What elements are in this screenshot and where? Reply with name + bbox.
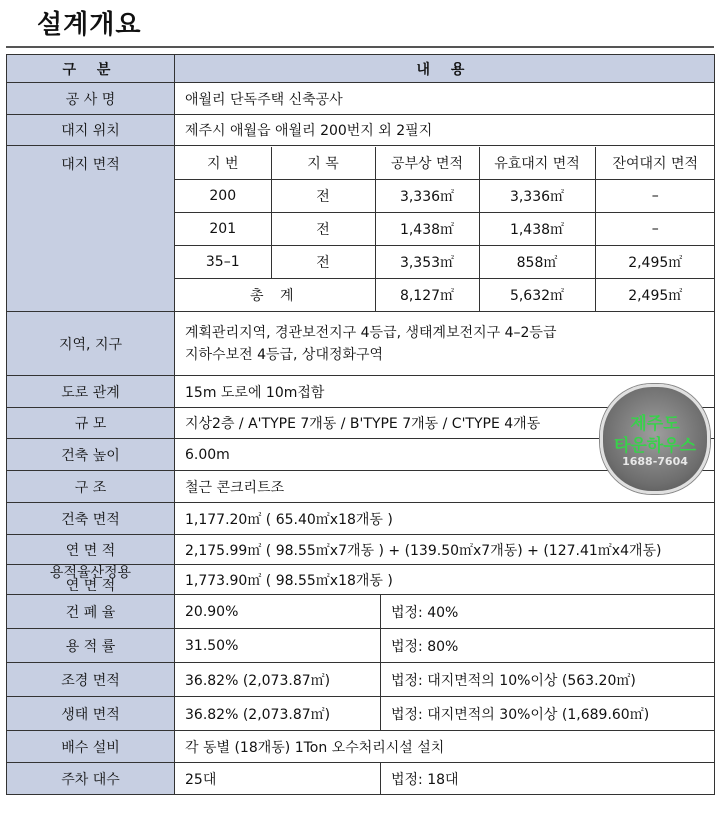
row-label: 도로 관계: [7, 376, 175, 408]
page-title: 설계개요: [37, 10, 142, 40]
zoning-line: 지하수보전 4등급, 상대정화구역: [185, 346, 384, 363]
building-height: 6.00m: [175, 439, 715, 471]
total-floor-area: 2,175.99㎡ ( 98.55㎡x7개동 ) + (139.50㎡x7개동) + (127.41㎡x4개동): [175, 535, 715, 565]
site-area-cell: [175, 146, 715, 312]
total-label: 총 계: [175, 278, 375, 311]
table-row: [7, 312, 715, 376]
table-row: [7, 376, 715, 408]
drainage-facility: 각 동별 (18개동) 1Ton 오수처리시설 설치: [175, 731, 715, 763]
row-label: 주차 대수: [7, 763, 175, 795]
column-header: 지 번: [175, 147, 271, 180]
row-label: 대지 위치: [7, 115, 175, 146]
ecological-legal: 법정: 대지면적의 30%이상 (1,689.60㎡): [381, 697, 715, 731]
table-row: [7, 663, 715, 697]
land-category: 전: [271, 179, 375, 212]
registered-area: 3,353㎡: [375, 245, 479, 278]
coverage-legal: 법정: 40%: [381, 595, 715, 629]
total-effective-area: 5,632㎡: [479, 278, 595, 311]
effective-area: 1,438㎡: [479, 212, 595, 245]
header-category: 구 분: [7, 55, 175, 83]
project-name: 애월리 단독주택 신축공사: [175, 83, 715, 115]
row-label: 구 조: [7, 471, 175, 503]
table-header-row: [7, 55, 715, 83]
table-row: [7, 535, 715, 565]
row-label: 공 사 명: [7, 83, 175, 115]
table-row: [7, 697, 715, 731]
table-row: [7, 471, 715, 503]
total-remaining-area: 2,495㎡: [595, 278, 715, 311]
column-header: 지 목: [271, 147, 375, 180]
building-scale: 지상2층 / A'TYPE 7개동 / B'TYPE 7개동 / C'TYPE 4개동: [175, 408, 715, 439]
lot-row: [175, 179, 715, 212]
lot-number: 201: [175, 212, 271, 245]
remaining-area: 2,495㎡: [595, 245, 715, 278]
effective-area: 3,336㎡: [479, 179, 595, 212]
row-label: 지역, 지구: [7, 312, 175, 376]
zoning-line: 계획관리지역, 경관보전지구 4등급, 생태계보전지구 4–2등급: [185, 324, 557, 341]
row-label: [7, 565, 175, 595]
table-row: [7, 503, 715, 535]
row-label: 대지 면적: [7, 146, 175, 312]
header-content: 내 용: [175, 55, 715, 83]
total-row: [175, 278, 715, 311]
table-row: [7, 731, 715, 763]
registered-area: 3,336㎡: [375, 179, 479, 212]
coverage-ratio: 20.90%: [175, 595, 381, 629]
row-label: 연 면 적: [7, 535, 175, 565]
table-row: [7, 115, 715, 146]
watermark-line: 타운하우스: [613, 436, 697, 456]
registered-area: 1,438㎡: [375, 212, 479, 245]
land-category: 전: [271, 245, 375, 278]
row-label: 배수 설비: [7, 731, 175, 763]
lot-number: 35–1: [175, 245, 271, 278]
row-label: 조경 면적: [7, 663, 175, 697]
row-label: 건축 높이: [7, 439, 175, 471]
remaining-area: –: [595, 212, 715, 245]
table-row: [7, 763, 715, 795]
row-label: 규 모: [7, 408, 175, 439]
row-label: 생태 면적: [7, 697, 175, 731]
row-label: 건축 면적: [7, 503, 175, 535]
title-divider: [6, 46, 714, 48]
row-label-line: 용적율산정용: [49, 564, 132, 581]
landscape-legal: 법정: 대지면적의 10%이상 (563.20㎡): [381, 663, 715, 697]
building-area: 1,177.20㎡ ( 65.40㎡x18개동 ): [175, 503, 715, 535]
lot-row: [175, 212, 715, 245]
road-access: 15m 도로에 10m접함: [175, 376, 715, 408]
land-category: 전: [271, 212, 375, 245]
watermark-line: 제주도: [630, 414, 680, 434]
column-header: 공부상 면적: [375, 147, 479, 180]
total-registered-area: 8,127㎡: [375, 278, 479, 311]
site-location: 제주시 애월읍 애월리 200번지 외 2필지: [175, 115, 715, 146]
site-area-table: [175, 147, 715, 311]
parking-legal: 법정: 18대: [381, 763, 715, 795]
floor-area-ratio: 31.50%: [175, 629, 381, 663]
lot-number: 200: [175, 179, 271, 212]
table-row: [7, 595, 715, 629]
table-row: [7, 146, 715, 312]
far-floor-area: 1,773.90㎡ ( 98.55㎡x18개동 ): [175, 565, 715, 595]
ecological-area: 36.82% (2,073.87㎡): [175, 697, 381, 731]
landscape-area: 36.82% (2,073.87㎡): [175, 663, 381, 697]
far-legal: 법정: 80%: [381, 629, 715, 663]
watermark-logo: [600, 384, 710, 494]
table-row: [7, 565, 715, 595]
site-area-header-row: [175, 147, 715, 180]
lot-row: [175, 245, 715, 278]
row-label-line: 연 면 적: [65, 577, 116, 594]
table-row: [7, 83, 715, 115]
remaining-area: –: [595, 179, 715, 212]
structure-type: 철근 콘크리트조: [175, 471, 715, 503]
column-header: 잔여대지 면적: [595, 147, 715, 180]
column-header: 유효대지 면적: [479, 147, 595, 180]
row-label: 용 적 률: [7, 629, 175, 663]
table-row: [7, 629, 715, 663]
watermark-phone: 1688-7604: [622, 455, 688, 468]
row-label: 건 폐 율: [7, 595, 175, 629]
effective-area: 858㎡: [479, 245, 595, 278]
parking-count: 25대: [175, 763, 381, 795]
zoning-cell: [175, 312, 715, 376]
